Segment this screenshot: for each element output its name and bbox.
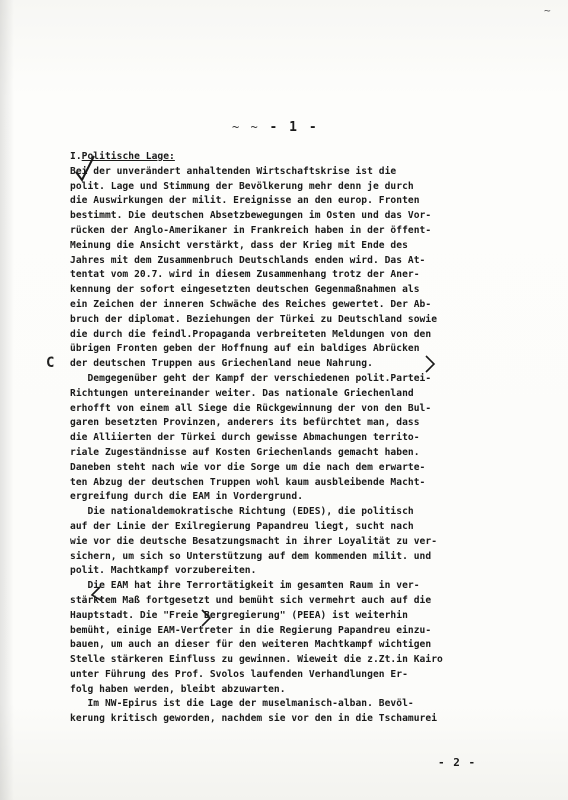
text-line: rücken der Anglo-Amerikaner in Frankreich haben in der öffent-	[70, 224, 432, 236]
text-line: wie vor die deutsche Besatzungsmacht in ihrer Loyalität zu ver-	[70, 535, 438, 547]
text-line: riale Zugeständnisse auf Kosten Griechenlands gemacht haben.	[70, 446, 420, 458]
header-scribble: ~ ~	[232, 120, 260, 134]
corner-mark: ~	[544, 4, 551, 17]
text-line: die Auswirkungen der milit. Ereignisse an den europ. Fronten	[70, 195, 420, 207]
heading-line	[70, 150, 506, 165]
text-line: Hauptstadt. Die "Freie Bergregierung" (PEEA) ist weiterhin	[70, 609, 408, 621]
text-line: polit. Machtkampf vorzubereiten.	[70, 565, 257, 577]
scan-edge-shadow	[0, 0, 14, 800]
text-line: Die EAM hat ihre Terrortätigkeit im gesamten Raum in ver-	[70, 580, 420, 592]
margin-mark: C	[46, 355, 55, 371]
document-body	[70, 150, 506, 727]
text-line: stärktem Maß fortgesetzt und bemüht sich vermehrt auch auf die	[70, 594, 432, 606]
text-line: die durch die feindl.Propaganda verbreiteten Meldungen von den	[70, 328, 432, 340]
section-number: I.	[70, 151, 82, 162]
opening-bracket-icon	[88, 585, 104, 605]
text-line: Richtungen untereinander weiter. Das nationale Griechenland	[70, 387, 414, 399]
text-line: unter Führung des Prof. Svolos laufenden Verhandlungen Er-	[70, 668, 408, 680]
text-line: Meinung die Ansicht verstärkt, dass der Krieg mit Ende des	[70, 239, 408, 251]
page-number: - 1 -	[269, 120, 319, 135]
text-line: ergreifung durch die EAM in Vordergrund.	[70, 491, 304, 503]
text-line: tentat vom 20.7. wird in diesem Zusammenhang trotz der Aner-	[70, 269, 420, 281]
text-line: Daneben steht nach wie vor die Sorge um die nach dem erwarte-	[70, 461, 426, 473]
text-line: garen besetzten Provinzen, anderers its befürchtet man, dass	[70, 417, 420, 429]
closing-bracket-icon	[200, 608, 214, 628]
text-line: ein Zeichen der inneren Schwäche des Reiches gewertet. Der Ab-	[70, 298, 432, 310]
text-line: erhofft von einem all Siege die Rückgewinnung der von den Bul-	[70, 402, 432, 414]
text-line: Im NW-Epirus ist die Lage der muselmanisch-alban. Bevöl-	[70, 698, 414, 710]
text-line: folg haben werden, bleibt abzuwarten.	[70, 683, 286, 695]
text-line: Die nationaldemokratische Richtung (EDES), die politisch	[70, 506, 414, 518]
closing-bracket-icon	[424, 354, 438, 374]
text-line: Jahres mit dem Zusammenbruch Deutschlands enden wird. Das At-	[70, 254, 426, 266]
text-line: kerung kritisch geworden, nachdem sie vor den in die Tschamurei	[70, 713, 438, 725]
text-line: bauen, um auch an dieser für den weiteren Machtkampf wichtigen	[70, 639, 432, 651]
section-heading: Politische Lage:	[81, 151, 175, 162]
text-line: polit. Lage und Stimmung der Bevölkerung mehr denn je durch	[70, 180, 414, 192]
text-line: bemüht, einige EAM-Vertreter in die Regierung Papandreu einzu-	[70, 624, 432, 636]
text-line: der deutschen Truppen aus Griechenland neue Nahrung.	[70, 358, 373, 370]
text-line: Bei der unverändert anhaltenden Wirtschaftskrise ist die	[70, 165, 397, 177]
text-line: Demgegenüber geht der Kampf der verschiedenen polit.Partei-	[70, 372, 432, 384]
text-line: ten Abzug der deutschen Truppen wohl kaum ausbleibende Macht-	[70, 476, 426, 488]
text-line: auf der Linie der Exilregierung Papandreu liegt, sucht nach	[70, 520, 414, 532]
next-page-number: - 2 -	[438, 756, 477, 769]
text-line: bestimmt. Die deutschen Absetzbewegungen im Osten und das Vor-	[70, 210, 432, 222]
text-line: sichern, um sich so Unterstützung auf dem kommenden milit. und	[70, 550, 432, 562]
text-line: die Alliierten der Türkei durch gewisse Abmachungen territo-	[70, 432, 420, 444]
text-line: Stelle stärkeren Einfluss zu gewinnen. Wieweit die z.Zt.in Kairo	[70, 654, 443, 666]
text-line: kennung der sofort eingesetzten deutschen Gegenmaßnahmen als	[70, 284, 420, 296]
text-line: bruch der diplomat. Beziehungen der Türkei zu Deutschland sowie	[70, 313, 438, 325]
text-line: übrigen Fronten geben der Hoffnung auf ein baldiges Abrücken	[70, 343, 420, 355]
page-number-header	[232, 120, 319, 135]
